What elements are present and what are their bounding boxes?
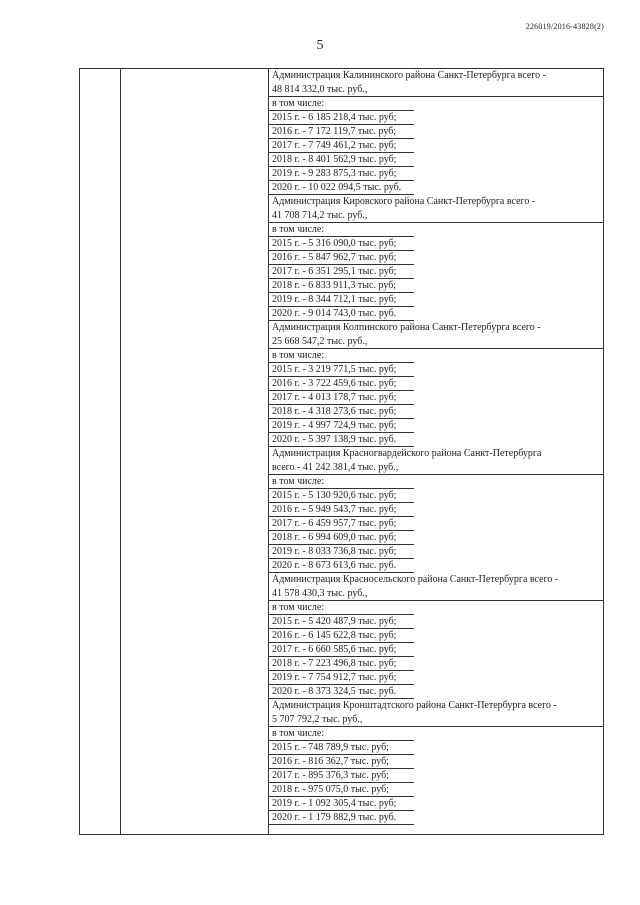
including-label: в том числе: xyxy=(268,223,414,237)
year-amount: 2015 г. - 6 185 218,4 тыс. руб; xyxy=(268,111,414,125)
including-label: в том числе: xyxy=(268,727,414,741)
year-amount: 2018 г. - 6 994 609,0 тыс. руб; xyxy=(268,531,414,545)
year-amount: 2015 г. - 5 420 487,9 тыс. руб; xyxy=(268,615,414,629)
including-label: в том числе: xyxy=(268,97,414,111)
district-title: Администрация Колпинского района Санкт-Петербурга всего - xyxy=(272,322,541,333)
district-section xyxy=(268,69,603,195)
year-amount: 2016 г. - 3 722 459,6 тыс. руб; xyxy=(268,377,414,391)
year-amount: 2016 г. - 6 145 622,8 тыс. руб; xyxy=(268,629,414,643)
district-total: 41 578 430,3 тыс. руб., xyxy=(268,587,604,601)
district-title: Администрация Красносельского района Санкт-Петербурга всего - xyxy=(272,574,559,585)
district-section xyxy=(268,195,603,321)
year-amount: 2017 г. - 895 376,3 тыс. руб; xyxy=(268,769,414,783)
year-amount: 2019 г. - 8 344 712,1 тыс. руб; xyxy=(268,293,414,307)
district-total: 5 707 792,2 тыс. руб., xyxy=(268,713,604,727)
year-amount: 2016 г. - 7 172 119,7 тыс. руб; xyxy=(268,125,414,139)
funding-table xyxy=(79,68,604,835)
district-total: 25 668 547,2 тыс. руб., xyxy=(268,335,604,349)
district-section xyxy=(268,447,603,573)
year-amount: 2020 г. - 1 179 882,9 тыс. руб. xyxy=(268,811,414,825)
district-section xyxy=(268,699,603,825)
year-amount: 2019 г. - 1 092 305,4 тыс. руб; xyxy=(268,797,414,811)
year-amount: 2018 г. - 8 401 562,9 тыс. руб; xyxy=(268,153,414,167)
document-id: 226019/2016-43828(2) xyxy=(525,22,604,31)
year-amount: 2019 г. - 9 283 875,3 тыс. руб; xyxy=(268,167,414,181)
including-label: в том числе: xyxy=(268,349,414,363)
year-amount: 2020 г. - 9 014 743,0 тыс. руб. xyxy=(268,307,414,321)
year-amount: 2016 г. - 5 847 962,7 тыс. руб; xyxy=(268,251,414,265)
year-amount: 2018 г. - 4 318 273,6 тыс. руб; xyxy=(268,405,414,419)
year-amount: 2018 г. - 7 223 496,8 тыс. руб; xyxy=(268,657,414,671)
year-amount: 2019 г. - 8 033 736,8 тыс. руб; xyxy=(268,545,414,559)
year-amount: 2020 г. - 10 022 094,5 тыс. руб. xyxy=(268,181,414,195)
funding-table-content xyxy=(268,69,603,825)
year-amount: 2018 г. - 6 833 911,3 тыс. руб; xyxy=(268,279,414,293)
year-amount: 2017 г. - 6 660 585,6 тыс. руб; xyxy=(268,643,414,657)
column-divider-1 xyxy=(120,69,121,834)
year-amount: 2015 г. - 748 789,9 тыс. руб; xyxy=(268,741,414,755)
including-label: в том числе: xyxy=(268,601,414,615)
year-amount: 2017 г. - 4 013 178,7 тыс. руб; xyxy=(268,391,414,405)
district-section xyxy=(268,573,603,699)
district-title: Администрация Калининского района Санкт-Петербурга всего - xyxy=(272,70,546,81)
including-label: в том числе: xyxy=(268,475,414,489)
district-title: Администрация Красногвардейского района Санкт-Петербурга xyxy=(272,448,542,459)
year-amount: 2016 г. - 816 362,7 тыс. руб; xyxy=(268,755,414,769)
year-amount: 2017 г. - 7 749 461,2 тыс. руб; xyxy=(268,139,414,153)
page-number: 5 xyxy=(316,38,324,53)
district-title: Администрация Кировского района Санкт-Петербурга всего - xyxy=(272,196,536,207)
year-amount: 2019 г. - 4 997 724,9 тыс. руб; xyxy=(268,419,414,433)
district-title: Администрация Кронштадтского района Санкт-Петербурга всего - xyxy=(272,700,557,711)
year-amount: 2017 г. - 6 351 295,1 тыс. руб; xyxy=(268,265,414,279)
district-section xyxy=(268,321,603,447)
year-amount: 2015 г. - 3 219 771,5 тыс. руб; xyxy=(268,363,414,377)
year-amount: 2017 г. - 6 459 957,7 тыс. руб; xyxy=(268,517,414,531)
year-amount: 2019 г. - 7 754 912,7 тыс. руб; xyxy=(268,671,414,685)
year-amount: 2018 г. - 975 075,0 тыс. руб; xyxy=(268,783,414,797)
year-amount: 2020 г. - 5 397 138,9 тыс. руб. xyxy=(268,433,414,447)
year-amount: 2020 г. - 8 373 324,5 тыс. руб. xyxy=(268,685,414,699)
year-amount: 2015 г. - 5 130 920,6 тыс. руб; xyxy=(268,489,414,503)
district-total: 48 814 332,0 тыс. руб., xyxy=(268,83,604,97)
year-amount: 2015 г. - 5 316 090,0 тыс. руб; xyxy=(268,237,414,251)
district-total: всего - 41 242 381,4 тыс. руб., xyxy=(268,461,604,475)
district-total: 41 708 714,2 тыс. руб., xyxy=(268,209,604,223)
year-amount: 2020 г. - 8 673 613,6 тыс. руб. xyxy=(268,559,414,573)
year-amount: 2016 г. - 5 949 543,7 тыс. руб; xyxy=(268,503,414,517)
